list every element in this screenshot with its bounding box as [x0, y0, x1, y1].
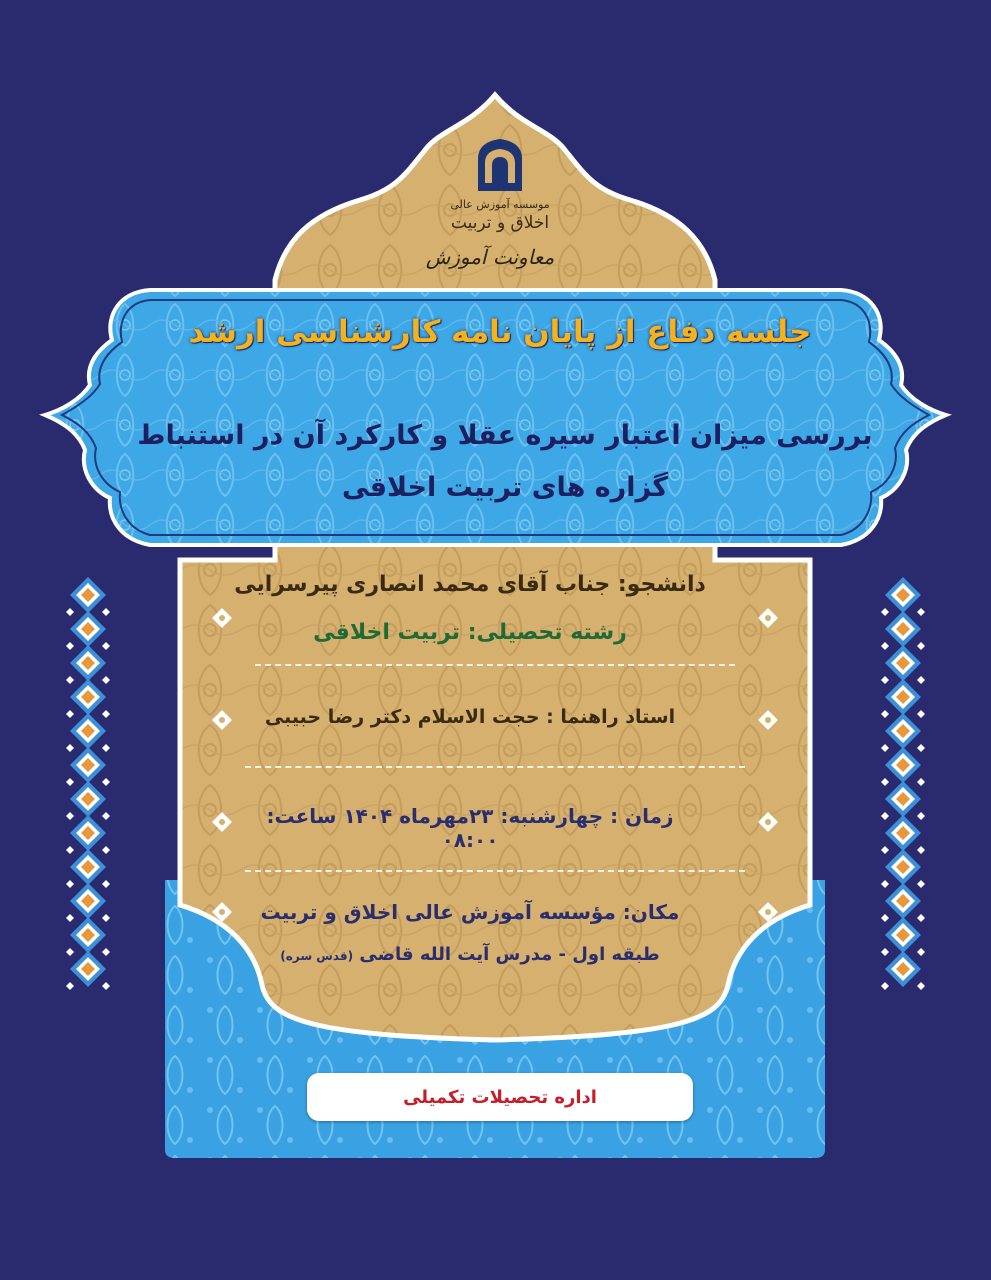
- line-diamond-icon: [758, 608, 778, 628]
- graduate-office-button[interactable]: اداره تحصیلات تکمیلی: [307, 1073, 693, 1121]
- line-diamond-icon: [758, 812, 778, 832]
- time-line: زمان : چهارشنبه: ۲۳مهرماه ۱۴۰۴ ساعت: ۰۸:۰۰: [266, 804, 674, 852]
- advisor-line: استاد راهنما : حجت الاسلام دکتر رضا حبیبی: [264, 706, 676, 728]
- line-diamond-icon: [758, 902, 778, 922]
- thesis-title: بررسی میزان اعتبار سیره عقلا و کارکرد آن در استنباط گزاره های تربیت اخلاقی: [137, 420, 873, 503]
- line-diamond-icon: [212, 710, 232, 730]
- logo-deputy: معاونت آموزش: [425, 245, 555, 269]
- major-line: رشته تحصیلی: تربیت اخلاقی: [313, 620, 627, 645]
- place-line-2-note: (قدس سره): [280, 949, 354, 963]
- place-line-2-main: طبقه اول - مدرس آیت الله قاضی: [359, 944, 660, 965]
- logo-institute-small: موسسه آموزش عالی: [450, 198, 550, 211]
- line-diamond-icon: [212, 902, 232, 922]
- line-diamond-icon: [758, 710, 778, 730]
- logo-institute-name: اخلاق و تربیت: [450, 213, 550, 233]
- page-title: جلسه دفاع از پایان نامه کارشناسی ارشد: [188, 314, 812, 350]
- line-diamond-icon: [212, 812, 232, 832]
- line-diamond-icon: [212, 608, 232, 628]
- place-line-1: مکان: مؤسسه آموزش عالی اخلاق و تربیت: [260, 900, 680, 924]
- student-line: دانشجو: جناب آقای محمد انصاری پیرسرایی: [234, 572, 706, 597]
